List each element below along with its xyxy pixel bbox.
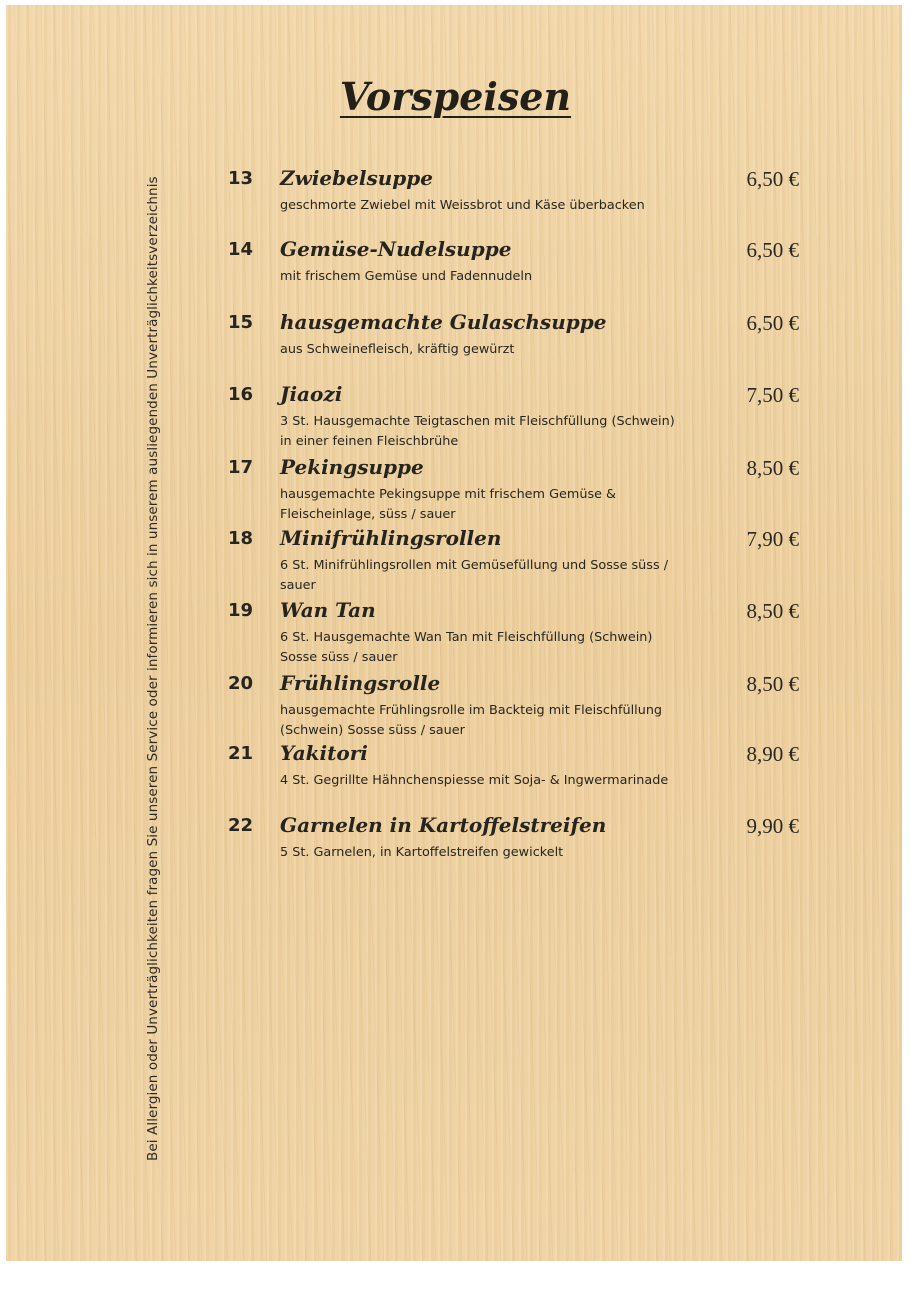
item-name: Zwiebelsuppe [280, 166, 433, 190]
item-number: 21 [228, 743, 254, 764]
item-name: Wan Tan [280, 598, 376, 622]
item-name: Pekingsuppe [280, 455, 424, 479]
item-number: 18 [228, 528, 254, 549]
item-price: 8,90 € [746, 742, 799, 766]
item-description: 3 St. Hausgemachte Teigtaschen mit Fleischfüllung (Schwein) in einer feinen Fleischbrühe [280, 414, 675, 449]
item-description: 5 St. Garnelen, in Kartoffelstreifen gewickelt [280, 845, 564, 860]
item-description: geschmorte Zwiebel mit Weissbrot und Käse überbacken [280, 198, 645, 213]
item-number: 15 [228, 312, 254, 333]
page-title-text: Vorspeisen [339, 74, 572, 119]
item-name: Gemüse-Nudelsuppe [280, 237, 512, 261]
item-description: hausgemachte Frühlingsrolle im Backteig mit Fleischfüllung (Schwein) Sosse süss / sauer [280, 703, 663, 738]
item-description: 4 St. Gegrillte Hähnchenspiesse mit Soja- & Ingwermarinade [280, 773, 669, 788]
item-name: Yakitori [280, 741, 368, 765]
item-number: 13 [228, 168, 254, 189]
item-description: 6 St. Hausgemachte Wan Tan mit Fleischfüllung (Schwein) Sosse süss / sauer [280, 630, 653, 665]
item-price: 6,50 € [746, 238, 799, 262]
item-description: mit frischem Gemüse und Fadennudeln [280, 269, 533, 284]
item-name: Jiaozi [280, 382, 343, 406]
item-price: 8,50 € [746, 672, 799, 696]
item-price: 7,50 € [746, 383, 799, 407]
item-price: 6,50 € [746, 311, 799, 335]
item-price: 6,50 € [746, 167, 799, 191]
item-price: 9,90 € [746, 814, 799, 838]
item-name: hausgemachte Gulaschsuppe [280, 310, 607, 334]
item-number: 19 [228, 600, 254, 621]
item-number: 14 [228, 239, 254, 260]
allergy-note: Bei Allergien oder Unverträglichkeiten fragen Sie unseren Service oder informieren sich in unserem ausliegenden Unverträglichkeitsverzeichnis [145, 176, 161, 1161]
item-number: 16 [228, 384, 254, 405]
item-description: 6 St. Minifrühlingsrollen mit Gemüsefüllung und Sosse süss / sauer [280, 558, 668, 593]
item-price: 8,50 € [746, 456, 799, 480]
item-price: 7,90 € [746, 527, 799, 551]
item-name: Garnelen in Kartoffelstreifen [280, 813, 607, 837]
item-number: 17 [228, 457, 254, 478]
item-description: aus Schweinefleisch, kräftig gewürzt [280, 342, 515, 357]
item-number: 20 [228, 673, 254, 694]
item-number: 22 [228, 815, 254, 836]
item-name: Minifrühlingsrollen [280, 526, 502, 550]
item-description: hausgemachte Pekingsuppe mit frischem Gemüse & Fleischeinlage, süss / sauer [280, 487, 617, 522]
page-title [0, 74, 911, 119]
item-price: 8,50 € [746, 599, 799, 623]
item-name: Frühlingsrolle [280, 671, 441, 695]
